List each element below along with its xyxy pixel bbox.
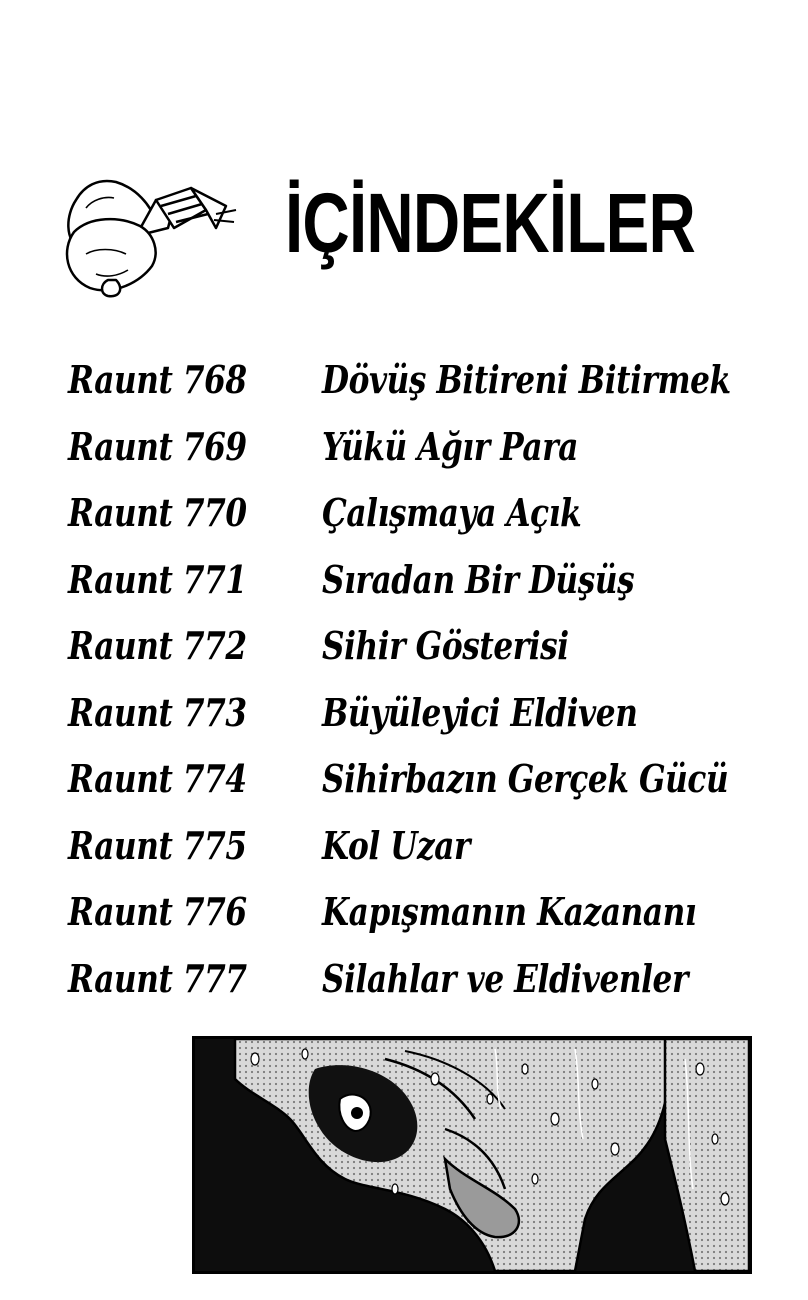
toc-row (68, 352, 768, 419)
chapter-title: Büyüleyici Eldiven (322, 689, 638, 735)
boxing-gloves-icon (56, 170, 241, 300)
toc-row (68, 818, 768, 885)
chapter-title: Kol Uzar (322, 822, 471, 868)
round-number: Raunt 774 (68, 756, 247, 801)
chapter-title: Silahlar ve Eldivenler (322, 955, 688, 1001)
manga-panel-illustration (192, 1036, 752, 1274)
chapter-title: Çalışmaya Açık (322, 490, 582, 535)
chapter-title: Dövüş Bitireni Bitirmek (322, 357, 731, 402)
page-title: İÇİNDEKİLER (285, 176, 696, 270)
chapter-title: Kapışmanın Kazananı (322, 889, 697, 934)
toc-row (68, 685, 768, 752)
round-number: Raunt 768 (68, 357, 247, 402)
chapter-title: Sihir Gösterisi (322, 623, 569, 668)
round-number: Raunt 772 (68, 623, 247, 668)
round-number: Raunt 773 (68, 689, 247, 735)
chapter-title: Sihirbazın Gerçek Gücü (322, 756, 729, 801)
round-number: Raunt 770 (68, 490, 247, 535)
round-number: Raunt 776 (68, 889, 247, 934)
toc-row (68, 884, 768, 951)
toc-row (68, 951, 768, 1018)
round-number: Raunt 769 (68, 423, 247, 469)
round-number: Raunt 775 (68, 822, 247, 868)
round-number: Raunt 771 (68, 556, 247, 602)
toc-row (68, 618, 768, 685)
toc-row (68, 751, 768, 818)
chapter-title: Sıradan Bir Düşüş (322, 556, 635, 602)
toc-row (68, 485, 768, 552)
round-number: Raunt 777 (68, 955, 247, 1001)
table-of-contents (68, 352, 768, 1017)
chapter-title: Yükü Ağır Para (322, 423, 579, 469)
toc-row (68, 419, 768, 486)
toc-row (68, 552, 768, 619)
